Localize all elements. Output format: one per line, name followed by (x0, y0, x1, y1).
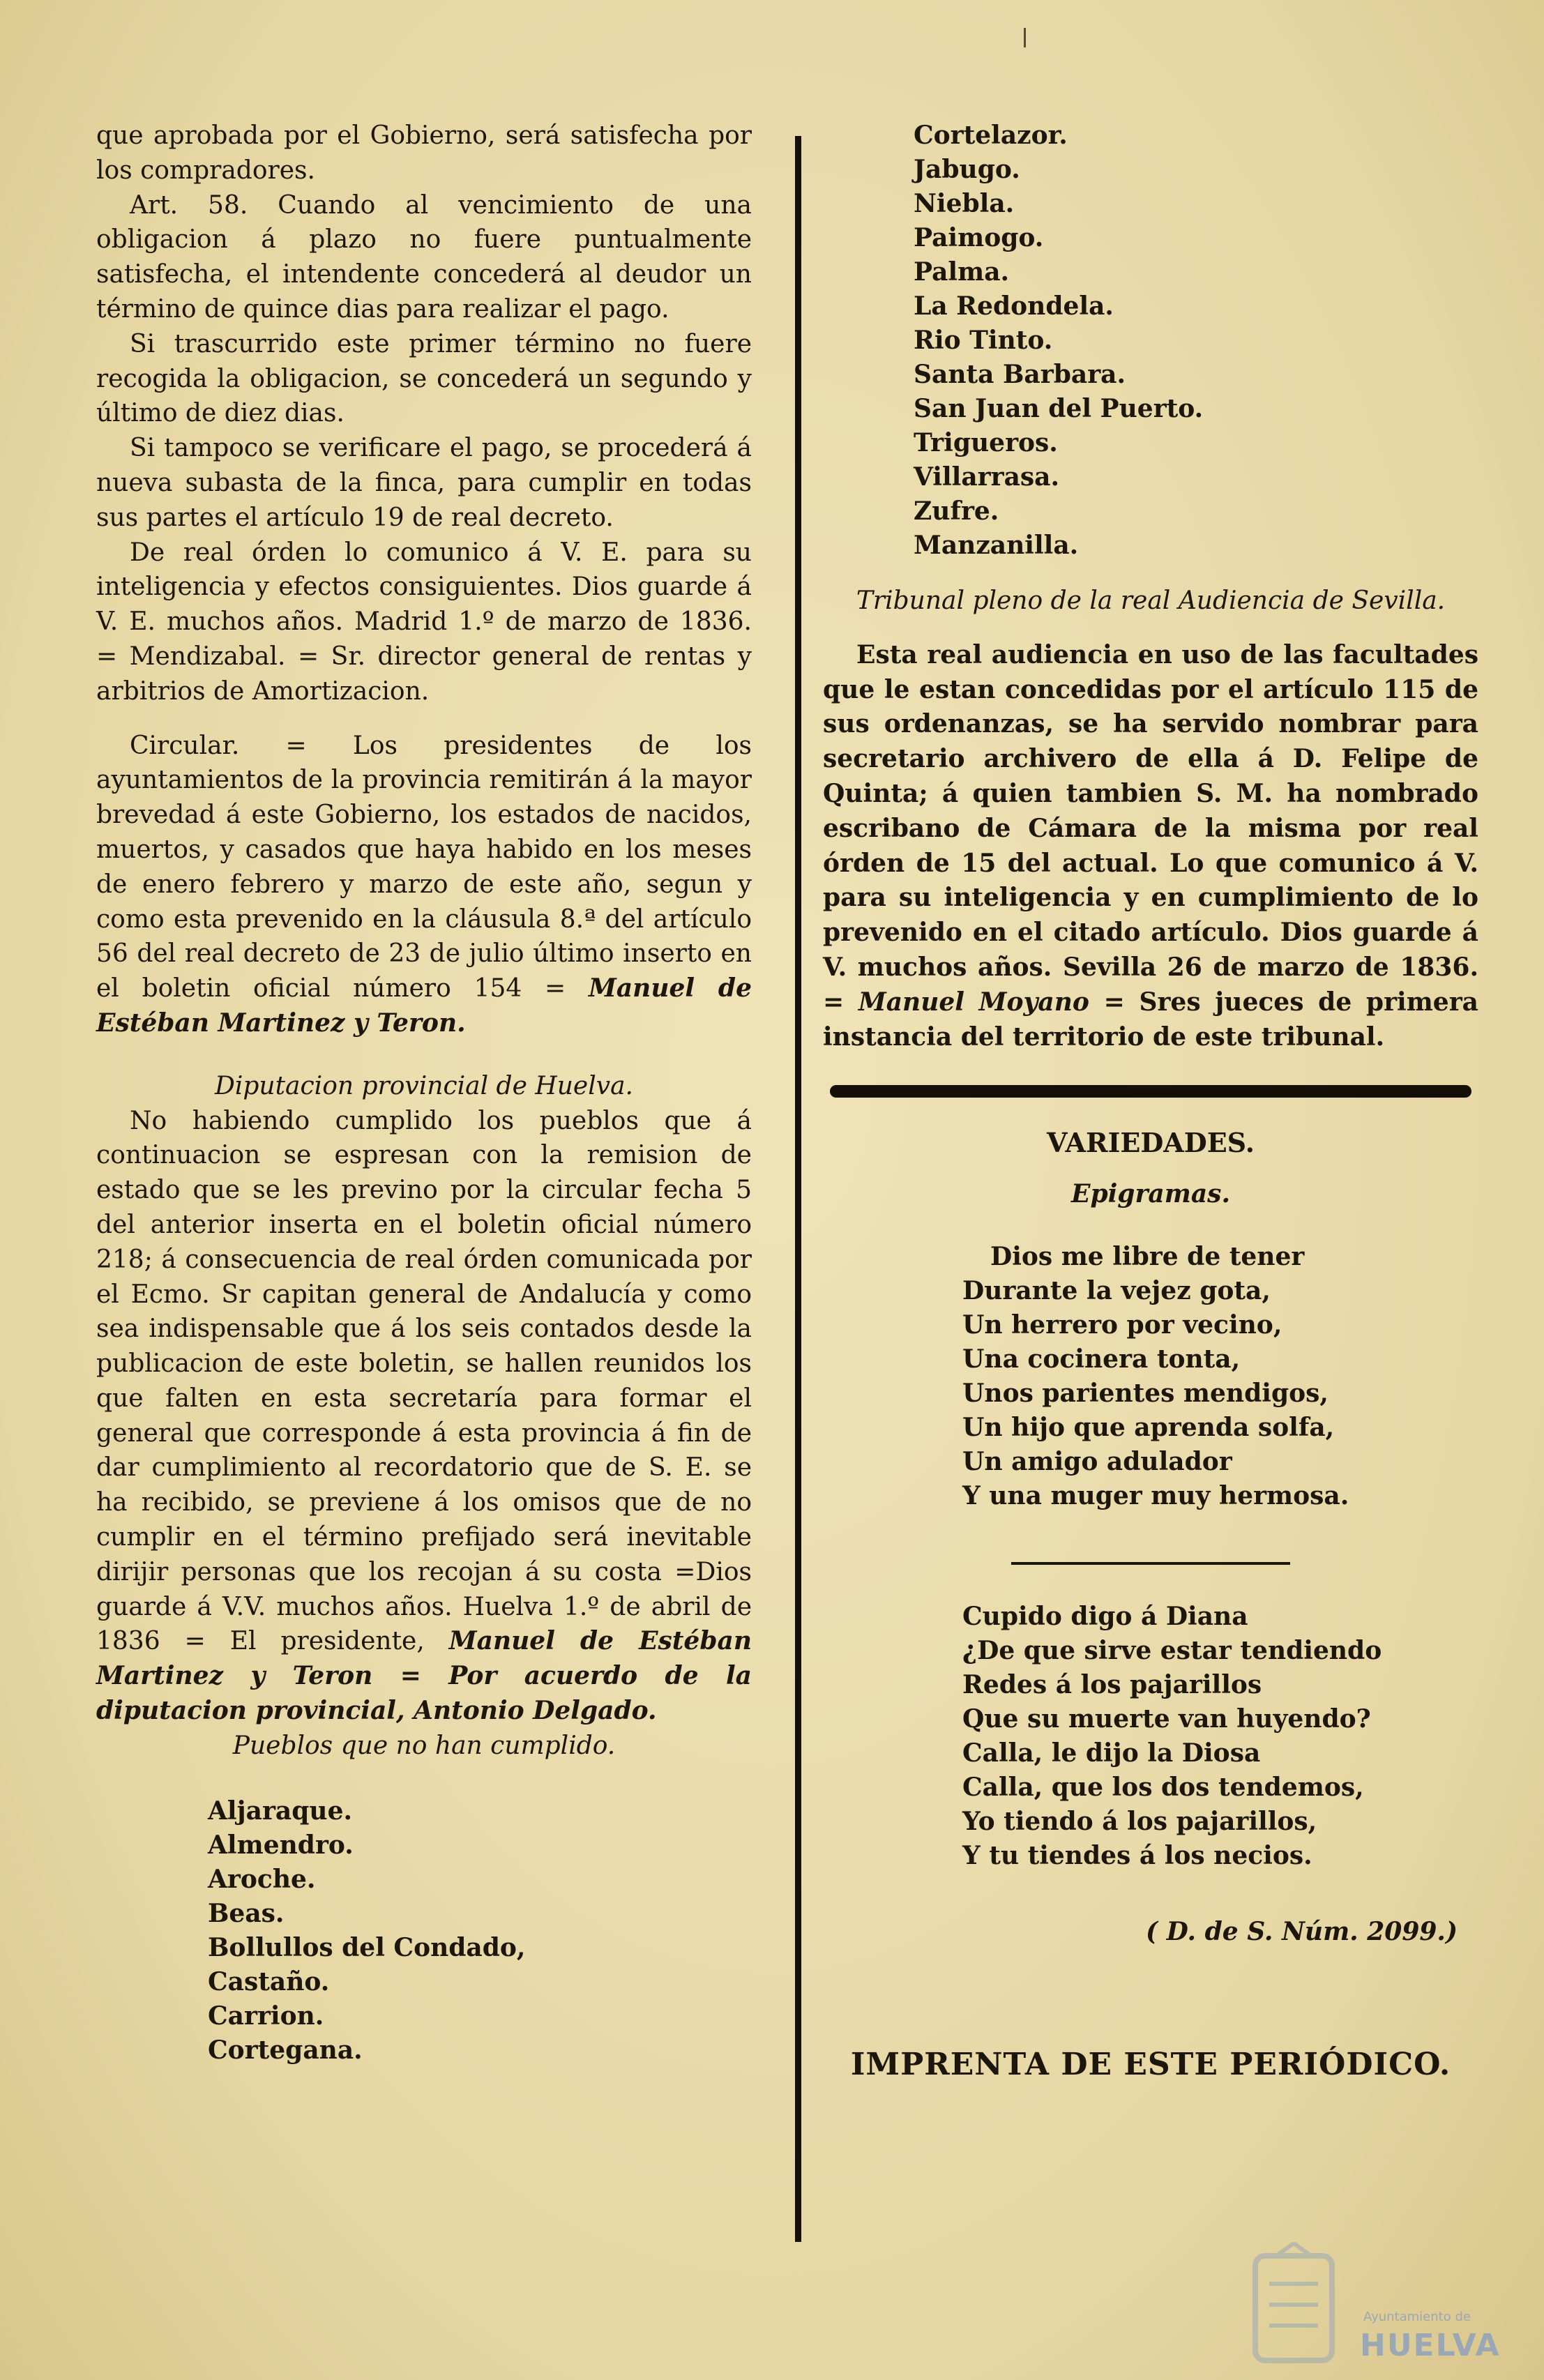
epigramas-title: Epigramas. (1071, 1179, 1230, 1209)
logo-title: HUELVA (1360, 2328, 1501, 2363)
list-item: Paimogo. (914, 223, 1044, 252)
verse-line: Y tu tiendes á los necios. (962, 1840, 1312, 1870)
verse-line: Cupido digo á Diana (962, 1601, 1248, 1631)
paragraph: De real órden lo comunico á V. E. para su inteligencia y efectos consiguientes. Dios guarde á V. E. muchos años. Madrid 1.º de marzo de 1836. = Mendizabal. = Sr. director general de rentas y arbitrios de Amortizacion. (96, 538, 752, 706)
town-list (96, 1794, 752, 2068)
logo-subtitle: Ayuntamiento de (1363, 2310, 1471, 2324)
verse-line: ¿De que sirve estar tendiendo (962, 1635, 1382, 1665)
page-mark (1024, 28, 1026, 47)
circular-paragraph (96, 729, 752, 1041)
tribunal-paragraph (823, 638, 1478, 1055)
list-item: Aroche. (208, 1864, 316, 1894)
paragraph: que aprobada por el Gobierno, será satisfecha por los compradores. (96, 121, 752, 185)
verse-line: Que su muerte van huyendo? (962, 1704, 1371, 1734)
verse-line: Un herrero por vecino, (962, 1310, 1282, 1340)
epigram-1 (823, 1240, 1478, 1513)
list-item: Aljaraque. (208, 1796, 353, 1826)
diputacion-signature: Manuel de Estéban Martinez y Teron = Por acuerdo de la diputacion provincial, Antonio Delgado. (96, 1626, 752, 1726)
list-item: Castaño. (208, 1966, 330, 1996)
epigram-2 (823, 1600, 1478, 1873)
tribunal-tail: = Sres jueces de primera instancia del territorio de este tribunal. (823, 987, 1478, 1052)
list-item: Bollullos del Condado, (208, 1932, 526, 1962)
verse-line: Yo tiendo á los pajarillos, (962, 1806, 1317, 1836)
section-heading: Tribunal pleno de la real Audiencia de Sevilla. (856, 586, 1446, 615)
list-item: Manzanilla. (914, 531, 1079, 560)
circular-text: Circular. = Los presidentes de los ayuntamientos de la provincia remitirán á la mayor brevedad á este Gobierno, los estados de nacidos, muertos, y casados que haya habido en los meses de enero febrero y marzo de este año, segun y como esta prevenido en la cláusula 8.ª del artículo 56 del real decreto de 23 de julio último inserto en el boletin oficial número 154 = (96, 731, 752, 1003)
paragraph: Art. 58. Cuando al vencimiento de una obligacion á plazo no fuere puntualmente satisfecha, el intendente concederá al deudor un término de quince dias para realizar el pago. (96, 190, 752, 324)
list-heading: Pueblos que no han cumplido. (232, 1731, 616, 1760)
list-item: Zufre. (914, 497, 999, 526)
list-item: Santa Barbara. (914, 360, 1126, 389)
list-item: Palma. (914, 257, 1010, 287)
list-item: Niebla. (914, 189, 1015, 218)
variedades-title: VARIEDADES. (1046, 1127, 1255, 1159)
circular-signature: Manuel de Estéban Martinez y Teron. (96, 973, 752, 1038)
left-column (96, 119, 752, 2068)
list-item: Cortegana. (208, 2035, 363, 2065)
source-citation: ( D. de S. Núm. 2099.) (1146, 1916, 1458, 1946)
tribunal-signature: Manuel Moyano (858, 987, 1089, 1017)
diputacion-text: No habiendo cumplido los pueblos que á continuacion se espresan con la remision de estado que se les previno por la circular fecha 5 del anterior inserta en el boletin oficial número 218; á consecuencia de real órden comunicada por el Ecmo. Sr capitan general de Andalucía y como sea indispensable que á los seis contados desde la publicacion de este boletin, se hallen reunidos los que falten en esta secretaría para formar el general que corresponde á esta provincia á fin de dar cumplimiento al recordatorio que de S. E. se ha recibido, se previene á los omisos que de no cumplir en el término prefijado será inevitable dirijir personas que los recojan á su costa =Dios guarde á V.V. muchos años. Huelva 1.º de abril de 1836 = El presidente, (96, 1106, 752, 1656)
list-item: Villarrasa. (914, 462, 1060, 492)
verse-line: Dios me libre de tener (990, 1241, 1305, 1271)
town-list-continued (823, 119, 1478, 563)
verse-line: Un amigo adulador (962, 1446, 1232, 1476)
column-divider (795, 136, 801, 2242)
verse-line: Un hijo que aprenda solfa, (962, 1412, 1335, 1442)
list-item: Carrion. (208, 2001, 324, 2031)
verse-line: Calla, le dijo la Diosa (962, 1738, 1261, 1768)
paragraph: Si tampoco se verificare el pago, se procederá á nueva subasta de la finca, para cumplir en todas sus partes el artículo 19 de real decreto. (96, 434, 752, 532)
verse-line: Y una muger muy hermosa. (962, 1480, 1349, 1510)
printer-imprint: IMPRENTA DE ESTE PERIÓDICO. (850, 2046, 1451, 2082)
right-column (823, 119, 1478, 2082)
paragraph: Si trascurrido este primer término no fuere recogida la obligacion, se concederá un segundo y último de diez dias. (96, 329, 752, 428)
verse-line: Calla, que los dos tendemos, (962, 1772, 1364, 1802)
list-item: Trigueros. (914, 428, 1058, 457)
verse-line: Unos parientes mendigos, (962, 1378, 1329, 1408)
list-item: Beas. (208, 1898, 285, 1928)
diputacion-paragraph (96, 1104, 752, 1729)
section-rule (830, 1085, 1471, 1098)
list-item: Almendro. (208, 1830, 354, 1860)
list-item: Rio Tinto. (914, 326, 1053, 355)
verse-line: Redes á los pajarillos (962, 1669, 1262, 1699)
list-item: Cortelazor. (914, 121, 1068, 150)
section-heading: Diputacion provincial de Huelva. (214, 1071, 633, 1100)
list-item: San Juan del Puerto. (914, 394, 1204, 423)
list-item: La Redondela. (914, 291, 1114, 321)
verse-line: Una cocinera tonta, (962, 1344, 1241, 1374)
tribunal-text: Esta real audiencia en uso de las facultades que le estan concedidas por el artículo 115 de sus ordenanzas, se ha servido nombrar para secretario archivero de ella á D. Felipe de Quinta; á quien tambien S. M. ha nombrado escribano de Cámara de la misma por real órden de 15 del actual. Lo que comunico á V. para su inteligencia y en cumplimiento de lo prevenido en el citado artículo. Dios guarde á V. muchos años. Sevilla 26 de marzo de 1836. = (823, 639, 1478, 1017)
verse-line: Durante la vejez gota, (962, 1275, 1271, 1305)
list-item: Jabugo. (914, 155, 1020, 184)
